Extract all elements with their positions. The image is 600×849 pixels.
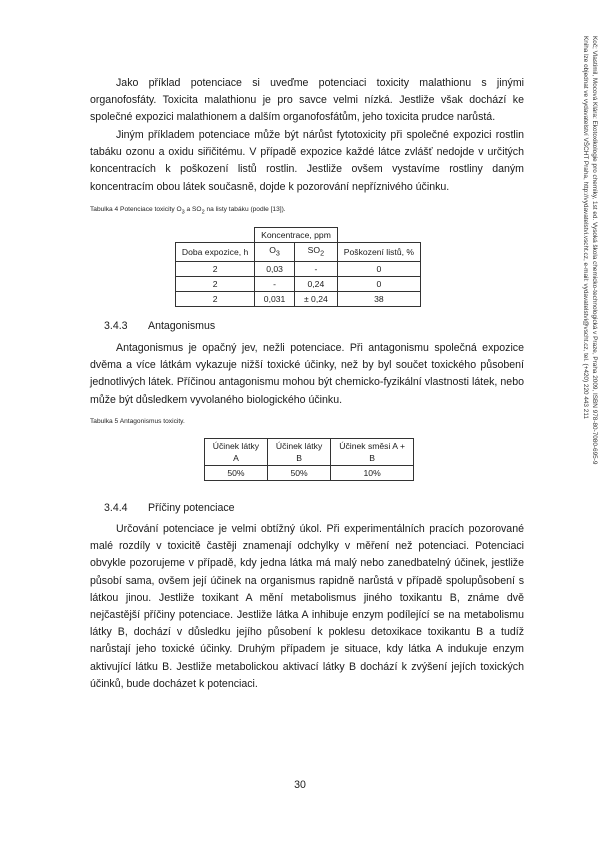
paragraph-phytotoxicity: Jiným příkladem potenciace může být nárůst fytotoxicity při společné expozici rostlin tabáku ozonu a oxidu siřičitému. V případě expozice každé látce zvlášť nedojde v určitých koncentracích k poškození listů rostlin. Jestliže ovšem vystavíme rostliny daným koncentracím obou látek současně, dojde k pozorování nepříznivého účinku. xyxy=(90,129,524,193)
side-copyright-note xyxy=(551,36,599,582)
table-4-caption: Tabulka 4 Potenciace toxicity $O_3$ a $SO_2$ na listy tabáku (podle [13]). xyxy=(90,206,286,216)
table-4-group-header: Koncentrace, ppm xyxy=(255,228,338,243)
table-row: 2 - 0,24 0 xyxy=(176,276,421,291)
table-4-col-so2: $SO_2$ xyxy=(294,243,337,262)
table-4-col-damage: Poškození listů, % xyxy=(337,243,420,262)
side-note-line-2: Kniha lze objednat ve vydavatelství VŠCHT Praha, http://vydavatelstvi.vscht.cz, e-mail: vydavatelstvi@vscht.cz, tel. (+420) 220 443 211 xyxy=(581,36,589,419)
table-5 xyxy=(204,438,414,481)
table-row: 2 0,031 ± 0,24 38 xyxy=(176,291,421,306)
table-4 xyxy=(175,227,421,307)
table-4-col-time: Doba expozice, h xyxy=(176,243,255,262)
side-note-line-1: Koč; Vlastimil, Mocová Klára: Ekotoxikologie pro chemiky, 1st ed. Vysoká škola chemicko-technologická v Praze, Praha 2009, ISBN 978-80-7080-695-9 xyxy=(591,36,598,465)
page-number: 30 xyxy=(294,779,306,791)
paragraph-malathion: Jako příklad potenciace si uveďme potenciaci toxicity malathionu s jinými organofosfáty. Toxicita malathionu je pro savce velmi nízká. Jestliže však dochází ke společné expozici malathionem a dalším organofosfátům, jeho toxicita prudce narůstá. xyxy=(90,77,524,124)
table-row: 2 0,03 - 0 xyxy=(176,261,421,276)
table-4-header-row xyxy=(176,243,421,262)
table-4-col-o3: $O_3$ xyxy=(255,243,295,262)
paragraph-antagonism: Antagonismus je opačný jev, nežli potenciace. Při antagonismu společná expozice dvěma a více látkám vykazuje nižší toxické účinky, než by byl součet toxického působení jednotlivých látek. Příčinou antagonismu mohou být chemicko-fyzikální vlastnosti látek, nebo může být důsledkem vyvolaného biologického účinku. xyxy=(90,342,524,406)
section-heading-antagonism: 3.4.3 Antagonismus xyxy=(104,320,216,332)
section-heading-causes: 3.4.4 Příčiny potenciace xyxy=(104,502,235,514)
paragraph-causes: Určování potenciace je velmi obtížný úkol. Při experimentálních pracích pozorované malé rozdíly v toxicitě častěji znamenají odchylky v měření než potenciaci. Potenciaci obvykle pozorujeme v případě, kdy jedna látka má malý nebo zanedbatelný účinek, jestliže působí sama, ovšem její účinek na organismus rapidně narůstá v případě spolupůsobení s látkou jinou. Jestliže toxikant A mění metabolismus jiného toxikantu B, známe dvě nejčastější příčiny potenciace. Jestliže látka A inhibuje enzym podílející se na metabolismu látky B, dochází v důsledku jejího působení k poklesu detoxikace toxikantu B a tudíž narůstají jeho toxické účinky. Druhým případem je situace, kdy látka A indukuje enzym aktivující látku B. Jestliže metabolickou aktivací látky B dochází k zvýšení jejích toxických účinků, bude docházet k potenciaci. xyxy=(90,523,524,690)
table-5-caption: Tabulka 5 Antagonismus toxicity. xyxy=(90,418,185,425)
table-row: 50% 50% 10% xyxy=(205,466,414,481)
table-5-header-row: Účinek látky A Účinek látky B Účinek směsi A + B xyxy=(205,439,414,466)
